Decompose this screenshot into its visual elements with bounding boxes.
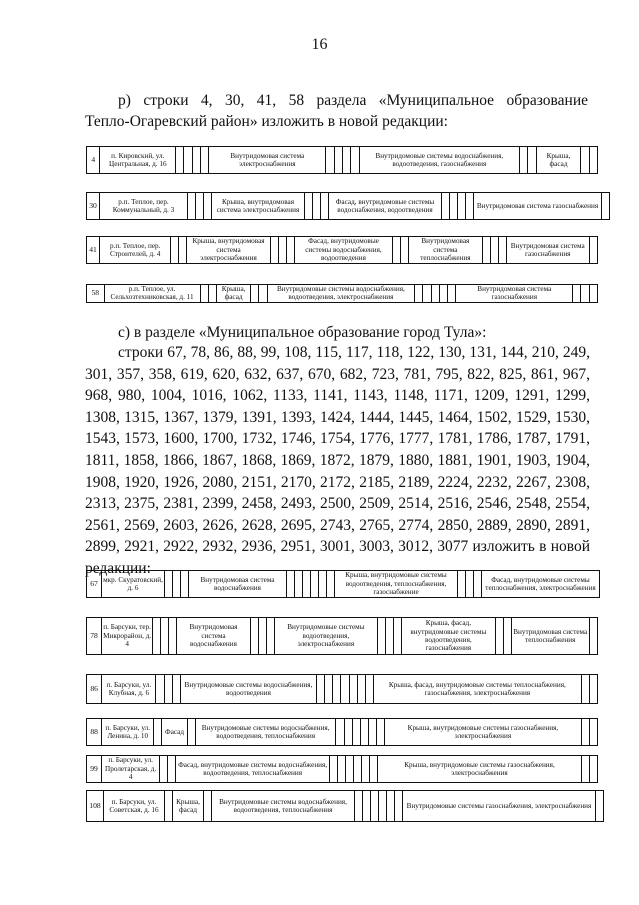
empty-cell [165,791,173,822]
empty-cell [153,618,161,655]
empty-cell [589,285,597,303]
section-r-text [85,90,588,132]
table-row-r58 [86,284,598,303]
empty-cell [378,618,386,655]
empty-cell [344,719,352,746]
empty-cell [386,618,394,655]
empty-cell [354,756,362,783]
section-s-rows-list [85,342,590,580]
row-work-a: Внутридомовая система водоснабжения [189,571,287,598]
table-row-s86 [86,674,598,704]
page-number: 16 [311,36,328,53]
table-row-s108 [86,790,604,822]
row-number: 88 [87,719,102,746]
empty-cell [169,618,177,655]
empty-cell [329,756,337,783]
empty-cell [319,571,327,598]
empty-cell [394,618,402,655]
row-address: р.п. Теплое, пер. Коммунальный, д. 3 [100,193,188,220]
empty-cell [365,675,373,704]
empty-cell [490,237,498,264]
empty-cell [250,618,258,655]
rows-line: 1811, 1858, 1866, 1867, 1868, 1869, 1872, 1879, 1880, 1881, 1901, 1903, 1904, [85,451,590,469]
row-work-f: Крыша, фасад [173,791,204,822]
row-work-b: Внутридомовые системы водоотведения, электроснабжения [274,618,377,655]
empty-cell [377,719,385,746]
empty-cell [573,285,581,303]
empty-cell [258,618,266,655]
empty-cell [336,719,344,746]
row-work-b: Внутридомовые системы газоснабжения, электроснабжения [403,791,596,822]
empty-cell [589,618,597,655]
row-address: п. Барсуки, ул. Клубная, д. 6 [102,675,156,704]
section-s-heading: с) в разделе «Муниципальное образование город Тула»: [118,324,487,341]
empty-cell [173,571,181,598]
row-address: п. Барсуки, ул. Советская, д. 16 [104,791,165,822]
empty-cell [498,237,506,264]
empty-cell [196,193,204,220]
row-work-d: Внутридомовая система газоснабжения [506,237,589,264]
empty-cell [334,147,342,174]
empty-cell [528,147,536,174]
empty-cell [156,675,164,704]
empty-cell [589,719,597,746]
empty-cell [204,193,212,220]
empty-cell [333,675,341,704]
empty-cell [181,571,189,598]
row-work-c: Внутридомовая система газоснабжения [474,193,602,220]
empty-cell [360,719,368,746]
empty-cell [363,791,371,822]
empty-cell [581,756,589,783]
empty-cell [370,756,378,783]
row-work-b: Крыша, внутридомовые системы газоснабжения, электроснабжения [385,719,581,746]
empty-cell [200,147,208,174]
empty-cell [303,571,311,598]
empty-cell [387,791,395,822]
empty-cell [439,285,447,303]
row-work-a: Крыша, внутридомовая система электроснабжения [212,193,305,220]
table-row-s67 [86,570,600,598]
row-address: п. Барсуки, тер. Микрорайон, д. 4 [102,618,153,655]
empty-cell [161,618,169,655]
empty-cell [251,285,259,303]
empty-cell [286,237,294,264]
empty-cell [401,237,409,264]
row-work-b: Крыша, внутридомовые системы газоснабжения, электроснабжения [378,756,582,783]
empty-cell [482,237,490,264]
empty-cell [589,147,597,174]
empty-cell [466,571,474,598]
section-r-line2: Тепло-Огаревский район» изложить в новой редакции: [85,113,448,130]
row-work-a: Фасад, внутридомовые системы водоснабжения, водоотведения, теплоснабжения [176,756,330,783]
empty-cell [316,675,324,704]
empty-cell [581,285,589,303]
table-row-s88 [86,718,598,746]
rows-line: 1308, 1315, 1367, 1379, 1391, 1393, 1424, 1444, 1445, 1464, 1502, 1529, 1530, [85,408,590,426]
empty-cell [192,147,200,174]
row-work-b: Внутридомовые системы водоснабжения, водоотведения, электроснабжения [267,285,415,303]
rows-line: 2899, 2921, 2922, 2932, 2936, 2951, 3001, 3003, 3012, 3077 изложить в новой [85,538,590,556]
table-row-r30 [86,192,610,220]
row-work-a: Внутридомовая система водоснабжения [177,618,250,655]
empty-cell [581,675,589,704]
empty-cell [259,285,267,303]
empty-cell [368,719,376,746]
empty-cell [188,193,196,220]
row-work-c: Крыша, фасад, внутридомовые системы водоотведения, газоснабжения [402,618,495,655]
empty-cell [204,791,212,822]
empty-cell [349,675,357,704]
row-number: 41 [87,237,100,264]
empty-cell [474,571,482,598]
empty-cell [450,193,458,220]
row-work-a: Крыша, внутридомовая система электроснабжения [187,237,270,264]
rows-line: редакции: [85,559,151,577]
row-number: 86 [87,675,102,704]
row-address: п. Барсуки, ул. Ленина, д. 10 [102,719,154,746]
empty-cell [589,675,597,704]
empty-cell [589,237,597,264]
empty-cell [341,675,349,704]
empty-cell [431,285,439,303]
row-number: 4 [87,147,100,174]
row-work-a: Внутридомовые системы водоснабжения, водоотведения, теплоснабжения [212,791,355,822]
rows-line: строки 67, 78, 86, 88, 99, 108, 115, 117, 118, 122, 130, 131, 144, 210, 249, [118,344,590,361]
empty-cell [596,791,604,822]
empty-cell [495,618,503,655]
empty-cell [176,147,184,174]
empty-cell [345,756,353,783]
rows-line: 1908, 1920, 1926, 2080, 2151, 2170, 2172, 2185, 2189, 2224, 2232, 2267, 2308, [85,473,590,491]
rows-line: 301, 357, 358, 619, 620, 632, 637, 670, 682, 723, 781, 795, 822, 825, 861, 967, [85,365,590,383]
row-number: 108 [87,791,104,822]
row-number: 30 [87,193,100,220]
empty-cell [171,237,179,264]
empty-cell [313,193,321,220]
empty-cell [326,147,334,174]
row-work-b: Фасад, внутридомовые системы водоснабжения, водоотведения [294,237,392,264]
row-work-c: Крыша, фасад [536,147,581,174]
rows-line: 968, 980, 1004, 1016, 1062, 1133, 1141, 1143, 1148, 1171, 1209, 1291, 1299, [85,387,590,405]
empty-cell [458,571,466,598]
empty-cell [270,237,278,264]
empty-cell [305,193,313,220]
row-work-c: Фасад, внутридомовые системы теплоснабжения, электроснабжения [482,571,600,598]
empty-cell [266,618,274,655]
row-work-b: Внутридомовые системы водоснабжения, водоотведения, газоснабжения [359,147,520,174]
empty-cell [355,791,363,822]
row-number: 99 [87,756,102,783]
empty-cell [415,285,423,303]
empty-cell [442,193,450,220]
empty-cell [337,756,345,783]
empty-cell [278,237,286,264]
empty-cell [352,719,360,746]
row-address: р.п. Теплое, ул. Сельхозтехниковская, д. 11 [104,285,200,303]
empty-cell [448,285,456,303]
row-address: р.п. Теплое, пер. Строителей, д. 4 [100,237,171,264]
row-work-a: Внутридомовые системы водоснабжения, водоотведения, теплоснабжения [195,719,335,746]
empty-cell [295,571,303,598]
empty-cell [357,675,365,704]
empty-cell [321,193,329,220]
empty-cell [581,719,589,746]
rows-line: 2313, 2375, 2381, 2399, 2458, 2493, 2500, 2509, 2514, 2516, 2546, 2548, 2554, [85,495,590,513]
empty-cell [154,719,162,746]
row-address: п. Барсуки, ул. Пролетарская, д. 4 [102,756,160,783]
row-work-d: Внутридомовая система теплоснабжения [511,618,589,655]
empty-cell [160,756,168,783]
empty-cell [287,571,295,598]
row-work-b: Крыша, внутридомовые системы водоотведения, теплоснабжения, газоснабжение [335,571,458,598]
row-work-a: Внутридомовая система электроснабжения [209,147,326,174]
row-work-a: Крыша, фасад [217,285,251,303]
empty-cell [423,285,431,303]
empty-cell [466,193,474,220]
empty-cell [351,147,359,174]
row-work-c: Внутридомовая система теплоснабжения [409,237,482,264]
empty-cell [165,571,173,598]
empty-cell [503,618,511,655]
section-r-line1: р) строки 4, 30, 41, 58 раздела «Муниципальное образование [118,92,588,109]
row-work-c: Внутридомовая система газоснабжения [456,285,573,303]
empty-cell [602,193,610,220]
row-address: мкр. Скуратовский, д. 6 [102,571,165,598]
empty-cell [589,756,597,783]
table-row-r41 [86,236,598,264]
row-number: 67 [87,571,102,598]
table-row-r4 [86,146,598,174]
empty-cell [187,719,195,746]
empty-cell [371,791,379,822]
empty-cell [327,571,335,598]
empty-cell [208,285,216,303]
table-row-s99 [86,755,598,783]
empty-cell [395,791,403,822]
empty-cell [172,675,180,704]
empty-cell [179,237,187,264]
empty-cell [458,193,466,220]
empty-cell [184,147,192,174]
empty-cell [581,147,589,174]
empty-cell [342,147,350,174]
row-address: п. Кировский, ул. Центральная, д. 16 [100,147,176,174]
rows-line: 2561, 2569, 2603, 2626, 2628, 2695, 2743, 2765, 2774, 2850, 2889, 2890, 2891, [85,516,590,534]
empty-cell [362,756,370,783]
empty-cell [164,675,172,704]
rows-line: 1543, 1573, 1600, 1700, 1732, 1746, 1754, 1776, 1777, 1781, 1786, 1787, 1791, [85,430,590,448]
row-number: 58 [87,285,105,303]
empty-cell [393,237,401,264]
row-work-b: Фасад, внутридомовые системы водоснабжения, водоотведения [329,193,442,220]
row-work-a: Внутридомовые системы водоснабжения, водоотведения [181,675,317,704]
table-row-s78 [86,617,598,655]
empty-cell [520,147,528,174]
empty-cell [168,756,176,783]
row-work-b: Крыша, фасад, внутридомовые системы теплоснабжения, газоснабжения, электроснабжения [374,675,581,704]
empty-cell [379,791,387,822]
row-work-f: Фасад [162,719,187,746]
row-number: 78 [87,618,102,655]
empty-cell [200,285,208,303]
empty-cell [311,571,319,598]
empty-cell [325,675,333,704]
